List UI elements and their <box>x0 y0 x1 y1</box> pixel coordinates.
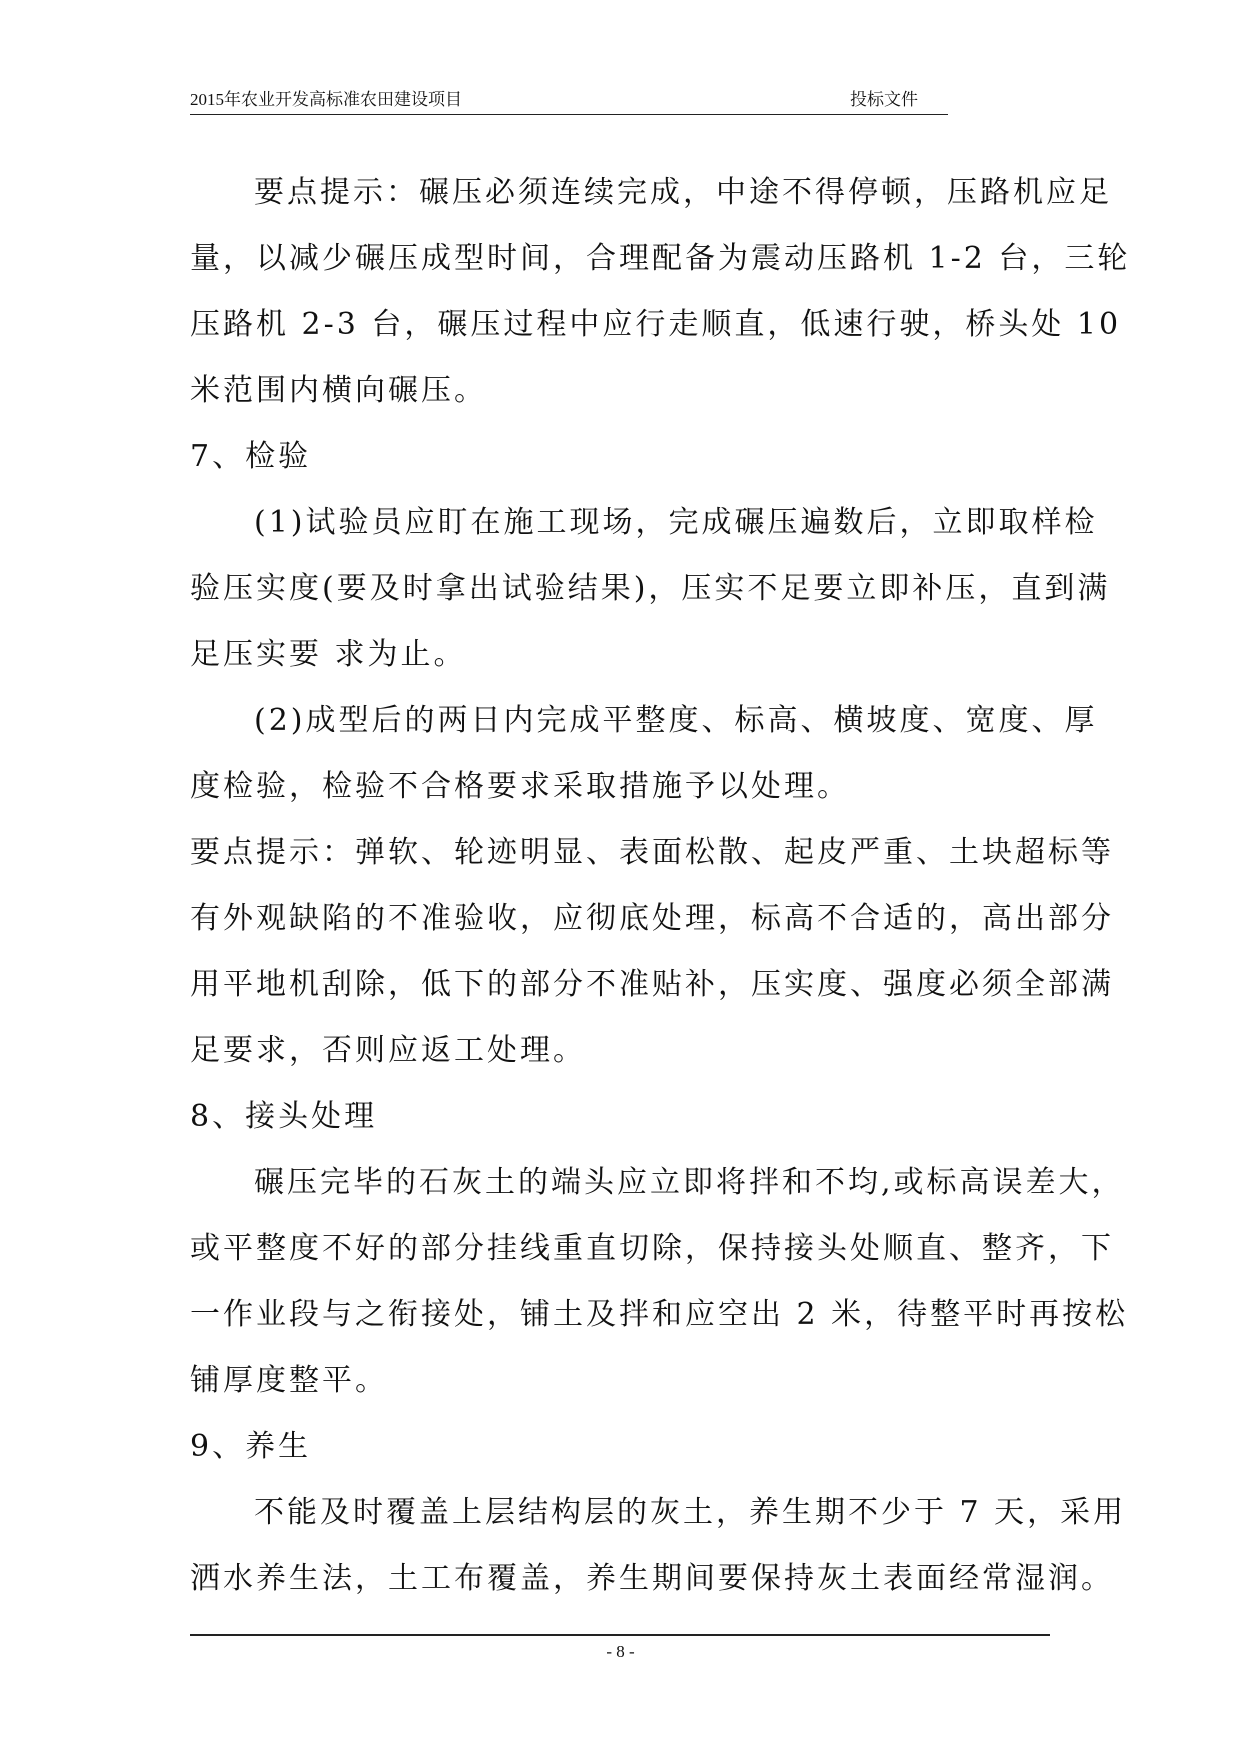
paragraph <box>190 160 1131 424</box>
text-line: 或平整度不好的部分挂线重直切除，保持接头处顺直、整齐，下 <box>190 1231 1114 1266</box>
header-project-title: 2015年农业开发高标准农田建设项目 <box>190 90 462 109</box>
paragraph <box>190 1084 1060 1150</box>
document-body <box>190 160 1131 1612</box>
text-line: 碾压完毕的石灰土的端头应立即将拌和不均,或标高误差大， <box>254 1165 1125 1200</box>
text-line: 不能及时覆盖上层结构层的灰土，养生期不少于 7 天，采用 <box>254 1495 1127 1530</box>
paragraph <box>190 424 1060 490</box>
text-line: 有外观缺陷的不准验收，应彻底处理，标高不合适的，高出部分 <box>190 901 1114 936</box>
page-header <box>190 90 948 115</box>
text-line: 要点提示：碾压必须连续完成，中途不得停顿，压路机应足 <box>254 175 1112 210</box>
text-line: 洒水养生法，土工布覆盖，养生期间要保持灰土表面经常湿润。 <box>190 1561 1114 1596</box>
text-line: 用平地机刮除，低下的部分不准贴补，压实度、强度必须全部满 <box>190 967 1114 1002</box>
text-line: 铺厚度整平。 <box>190 1363 388 1398</box>
text-line: 量，以减少碾压成型时间，合理配备为震动压路机 1-2 台，三轮 <box>190 241 1131 276</box>
header-doc-type: 投标文件 <box>850 90 918 109</box>
text-line: 要点提示：弹软、轮迹明显、表面松散、起皮严重、土块超标等 <box>190 835 1114 870</box>
text-line: 足要求，否则应返工处理。 <box>190 1033 586 1068</box>
paragraph <box>190 1150 1129 1414</box>
paragraph <box>190 820 1114 1084</box>
paragraph <box>190 1480 1127 1612</box>
text-line: 米范围内横向碾压。 <box>190 373 487 408</box>
text-line: 9、养生 <box>190 1429 312 1464</box>
text-line: (2)成型后的两日内完成平整度、标高、横坡度、宽度、厚 <box>254 703 1098 738</box>
text-line: (1)试验员应盯在施工现场，完成碾压遍数后，立即取样检 <box>254 505 1098 540</box>
text-line: 压路机 2-3 台，碾压过程中应行走顺直，低速行驶，桥头处 10 <box>190 307 1122 342</box>
text-line: 验压实度(要及时拿出试验结果)，压实不足要立即补压，直到满 <box>190 571 1111 606</box>
text-line: 度检验，检验不合格要求采取措施予以处理。 <box>190 769 850 804</box>
paragraph <box>190 688 1098 820</box>
paragraph <box>190 1414 1060 1480</box>
text-line: 8、接头处理 <box>190 1099 378 1134</box>
text-line: 一作业段与之衔接处，铺土及拌和应空出 2 米，待整平时再按松 <box>190 1297 1129 1332</box>
page-number: - 8 - <box>606 1642 635 1661</box>
footer-divider <box>190 1634 1050 1636</box>
paragraph <box>190 490 1111 688</box>
text-line: 7、检验 <box>190 439 312 474</box>
text-line: 足压实要 求为止。 <box>190 637 467 672</box>
